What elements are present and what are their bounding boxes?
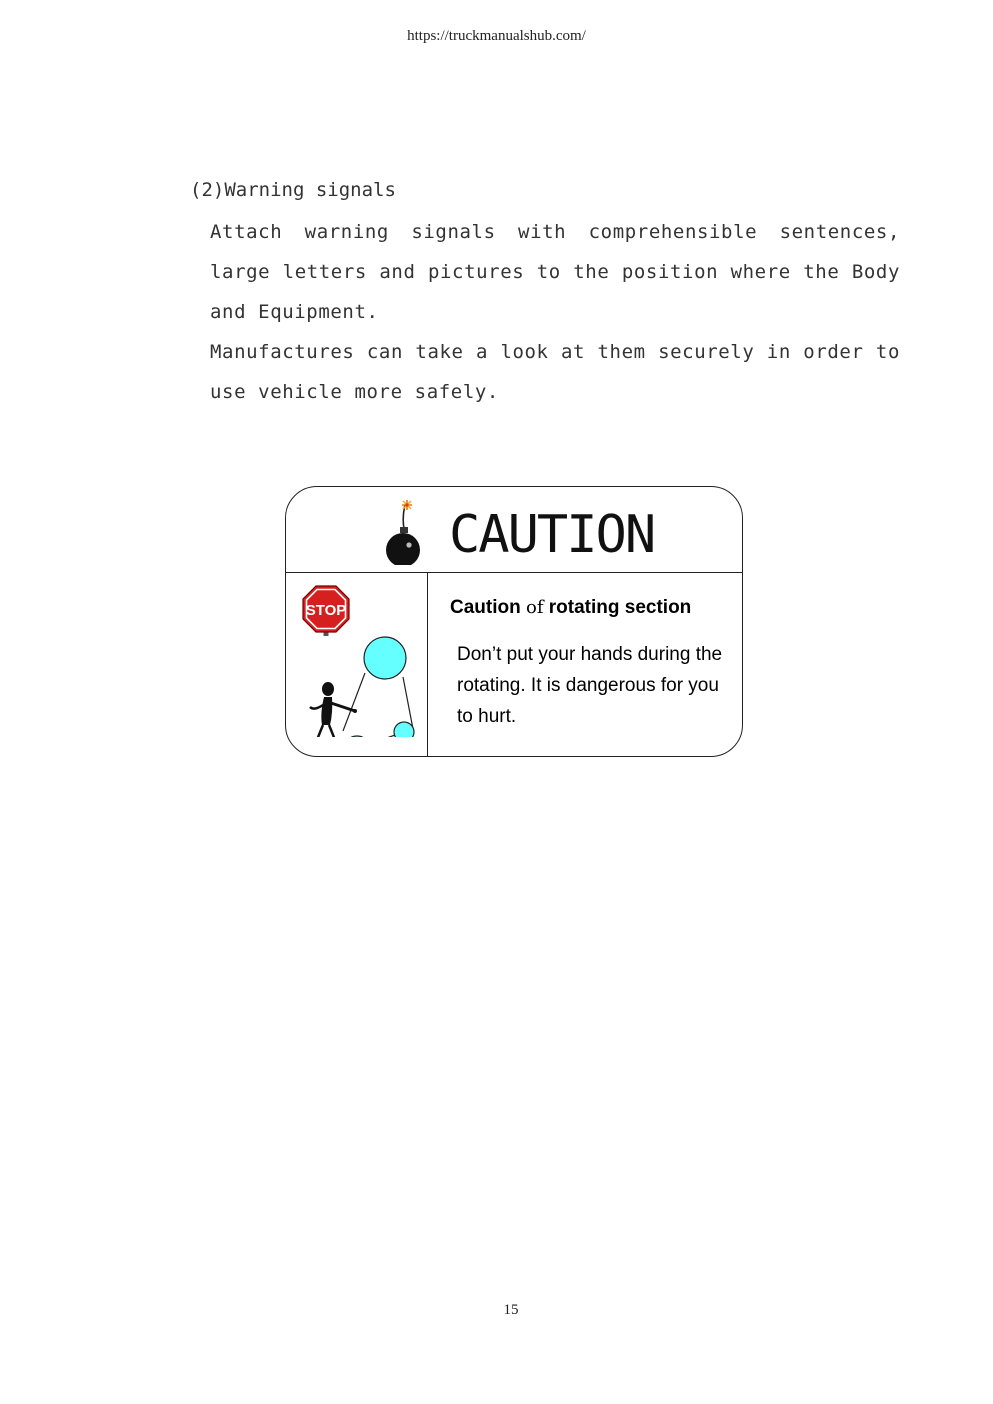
- subtitle-of: of: [526, 597, 544, 618]
- subtitle-caution: Caution: [450, 597, 521, 618]
- caution-header: [286, 487, 742, 573]
- section-heading: (2)Warning signals: [190, 179, 396, 201]
- paragraph: Manufactures can take a look at them securely in order to use vehicle more safely.: [210, 341, 900, 403]
- caution-text-panel: [428, 573, 743, 757]
- caution-message: Don’t put your hands during the rotating. It is dangerous for you to hurt.: [457, 644, 723, 727]
- page-number: 15: [503, 1302, 519, 1318]
- section-body: [210, 212, 900, 412]
- caution-title: CAUTION: [449, 505, 655, 565]
- header-url[interactable]: https://truckmanualshub.com/: [407, 28, 586, 44]
- caution-pictogram: [286, 573, 428, 757]
- caution-label: [285, 486, 743, 757]
- caution-subtitle: [450, 597, 691, 619]
- rotating-pulley-icon: [300, 621, 420, 737]
- stop-sign-text: STOP: [305, 602, 347, 619]
- subtitle-rotating-section: rotating section: [548, 597, 692, 618]
- bomb-icon: [380, 493, 426, 565]
- paragraph: Attach warning signals with comprehensible sentences, large letters and pictures to the position where the Body and Equipment.: [210, 221, 900, 323]
